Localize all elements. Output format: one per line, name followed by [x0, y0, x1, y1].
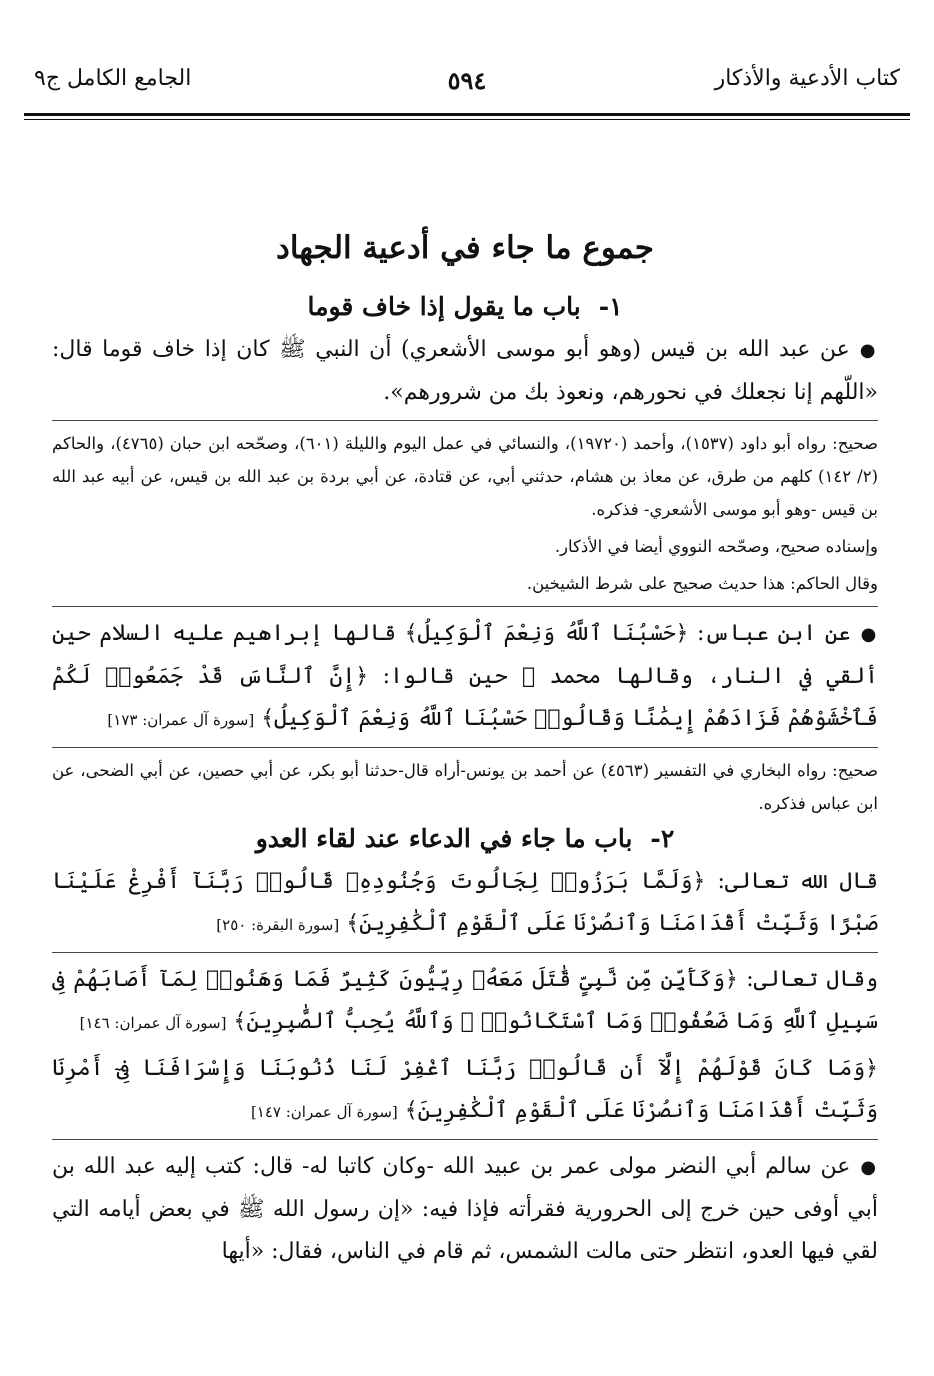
- chapter-1-title: باب ما يقول إذا خاف قوما: [307, 292, 581, 321]
- bullet-icon: ●: [860, 624, 878, 645]
- divider: [52, 420, 878, 421]
- verse-3-text: ﴿وَمَا كَانَ قَوْلَهُمْ إِلَّآ أَن قَالُوا۟ رَبَّنَا ٱغْفِرْ لَنَا ذُنُوبَنَا وَإِسْرَافَنَا فِىٓ أَمْرِنَا وَثَبِّتْ أَقْدَامَنَا وَٱنصُرْنَا عَلَى ٱلْقَوْمِ ٱلْكَٰفِرِينَ﴾: [52, 1056, 878, 1123]
- page-number: ٥٩٤: [447, 66, 487, 95]
- page-body: [52, 230, 878, 1273]
- verse-2-text: وقال تعالى: ﴿وَكَأَيِّن مِّن نَّبِىٍّ قَٰتَلَ مَعَهُۥ رِبِّيُّونَ كَثِيرٌ فَمَا وَهَنُوا۟ لِمَآ أَصَابَهُمْ فِى سَبِيلِ ٱللَّهِ وَمَا ضَعُفُوا۟ وَمَا ٱسْتَكَانُوا۟ ۗ وَٱللَّهُ يُحِبُّ ٱلصَّٰبِرِينَ﴾: [52, 967, 878, 1034]
- section-heading: جموع ما جاء في أدعية الجهاد: [276, 230, 654, 266]
- running-header: [24, 66, 910, 106]
- divider: [52, 952, 878, 953]
- takhrij-note-4: صحيح: رواه البخاري في التفسير (٤٥٦٣) عن أحمد بن يونس-أراه قال-حدثنا أبو بكر، عن أبي حصين، عن أبي الضحى، عن ابن عباس فذكره.: [52, 761, 878, 813]
- takhrij-note-1: صحيح: رواه أبو داود (١٥٣٧)، وأحمد (١٩٧٢٠)، والنسائي في عمل اليوم والليلة (٦٠١)، وصحّحه ابن حبان (٤٧٦٥)، والحاكم (٢/ ١٤٢) كلهم من طرق، عن معاذ بن هشام، حدثني أبي، عن قتادة، عن أبي بردة بن عبد الله بن قيس، عن أبيه عبد الله بن قيس -وهو أبو موسى الأشعري- فذكره.: [52, 434, 879, 519]
- takhrij-note-2: وإسناده صحيح، وصحّحه النووي أيضا في الأذكار.: [554, 537, 878, 556]
- header-rule-thick: [24, 113, 910, 116]
- hadith-1: [52, 329, 878, 414]
- sura-reference: [سورة آل عمران: ١٤٧]: [250, 1103, 398, 1121]
- chapter-1-number: ١-: [598, 292, 623, 321]
- sura-reference: [سورة آل عمران: ١٧٣]: [107, 711, 255, 729]
- sura-reference: [سورة البقرة: ٢٥٠]: [216, 916, 340, 934]
- header-rule-thin: [24, 119, 910, 120]
- verse-3: [52, 1048, 878, 1133]
- hadith-2-text: عن ابن عباس: ﴿حَسْبُنَا ٱللَّهُ وَنِعْمَ ٱلْوَكِيلُ﴾ قالها إبراهيم عليه السلام حين ألقي في النار، وقالها محمد ﷺ حين قالوا: ﴿إِنَّ ٱلنَّاسَ قَدْ جَمَعُوا۟ لَكُمْ فَٱخْشَوْهُمْ فَزَادَهُمْ إِيمَٰنًا وَقَالُوا۟ حَسْبُنَا ٱللَّهُ وَنِعْمَ ٱلْوَكِيلُ﴾: [52, 621, 878, 731]
- chapter-2-heading: [52, 824, 878, 853]
- verse-1-text: قال الله تعالى: ﴿وَلَمَّا بَرَزُوا۟ لِجَالُوتَ وَجُنُودِهِۦ قَالُوا۟ رَبَّنَآ أَفْرِغْ عَلَيْنَا صَبْرًا وَثَبِّتْ أَقْدَامَنَا وَٱنصُرْنَا عَلَى ٱلْقَوْمِ ٱلْكَٰفِرِينَ﴾: [52, 869, 878, 936]
- hadith-1-text: عن عبد الله بن قيس (وهو أبو موسى الأشعري) أن النبي ﷺ كان إذا خاف قوما قال: «اللّهم إنا نجعلك في نحورهم، ونعوذ بك من شرورهم».: [52, 337, 878, 405]
- divider: [52, 747, 878, 748]
- bullet-icon: ●: [859, 340, 878, 361]
- takhrij-note-3: وقال الحاكم: هذا حديث صحيح على شرط الشيخين.: [526, 574, 878, 593]
- chapter-2-number: ٢-: [650, 824, 675, 853]
- hadith-3: [52, 1146, 878, 1273]
- divider: [52, 1139, 878, 1140]
- chapter-2-title: باب ما جاء في الدعاء عند لقاء العدو: [255, 824, 633, 853]
- volume-title: الجامع الكامل ج٩: [34, 66, 192, 91]
- sura-reference: [سورة آل عمران: ١٤٦]: [79, 1014, 227, 1032]
- bullet-icon: ●: [860, 1157, 878, 1178]
- verse-2: [52, 959, 878, 1044]
- hadith-2: [52, 613, 878, 741]
- divider: [52, 606, 878, 607]
- hadith-3-text: عن سالم أبي النضر مولى عمر بن عبيد الله -وكان كاتبا له- قال: كتب إليه عبد الله بن أبي أوفى حين خرج إلى الحرورية فقرأته فإذا فيه: «إن رسول الله ﷺ في بعض أيامه التي لقي فيها العدو، انتظر حتى مالت الشمس، ثم قام في الناس، فقال: «أيها: [52, 1154, 878, 1264]
- verse-1: [52, 861, 878, 946]
- book-section-title: كتاب الأدعية والأذكار: [714, 66, 900, 91]
- chapter-1-heading: [52, 292, 878, 321]
